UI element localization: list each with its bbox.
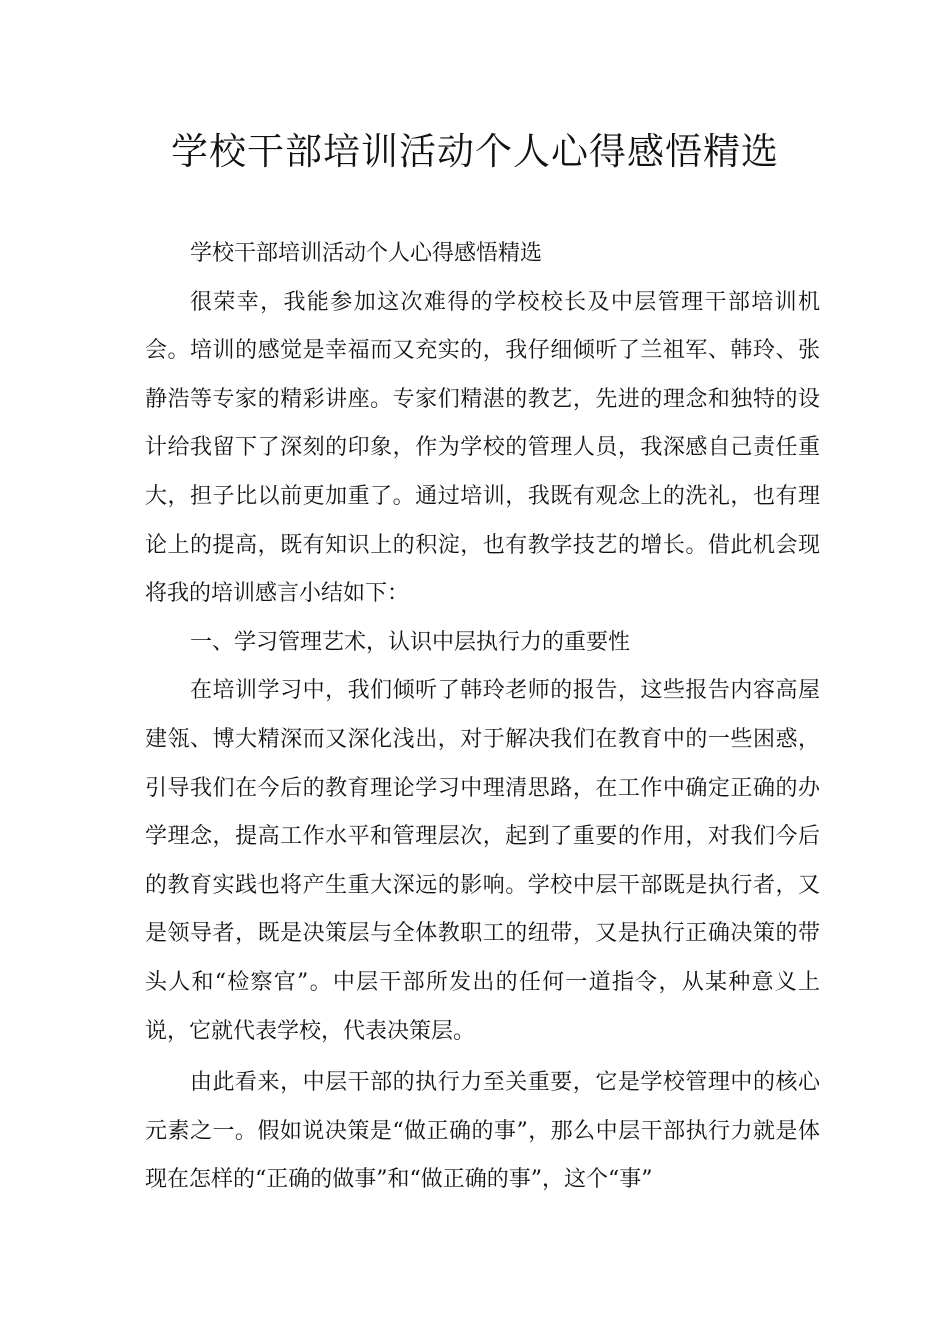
paragraph-execution: 由此看来，中层干部的执行力至关重要，它是学校管理中的核心元素之一。假如说决策是“做正确的事”，那么中层干部执行力就是体现在怎样的“正确的做事”和“做正确的事”，这个“事” bbox=[145, 1070, 820, 1193]
paragraph-intro: 很荣幸，我能参加这次难得的学校校长及中层管理干部培训机会。培训的感觉是幸福而又充实的，我仔细倾听了兰祖军、韩玲、张静浩等专家的精彩讲座。专家们精湛的教艺，先进的理念和独特的设计给我留下了深刻的印象，作为学校的管理人员，我深感自己责任重大，担子比以前更加重了。通过培训，我既有观念上的洗礼，也有理论上的提高，既有知识上的积淀，也有教学技艺的增长。借此机会现将我的培训感言小结如下： bbox=[145, 289, 820, 607]
paragraph-section-1: 在培训学习中，我们倾听了韩玲老师的报告，这些报告内容高屋建瓴、博大精深而又深化浅出，对于解决我们在教育中的一些困惑，引导我们在今后的教育理论学习中理清思路，在工作中确定正确的办学理念，提高工作水平和管理层次，起到了重要的作用，对我们今后的教育实践也将产生重大深远的影响。学校中层干部既是执行者，又是领导者，既是决策层与全体教职工的纽带，又是执行正确决策的带头人和“检察官”。中层干部所发出的任何一道指令，从某种意义上说，它就代表学校，代表决策层。 bbox=[145, 678, 820, 1044]
paragraph-subtitle: 学校干部培训活动个人心得感悟精选 bbox=[190, 241, 543, 266]
document-body bbox=[145, 230, 820, 1205]
section-heading-1: 一、学习管理艺术，认识中层执行力的重要性 bbox=[190, 629, 631, 655]
document-title: 学校干部培训活动个人心得感悟精选 bbox=[171, 130, 779, 173]
